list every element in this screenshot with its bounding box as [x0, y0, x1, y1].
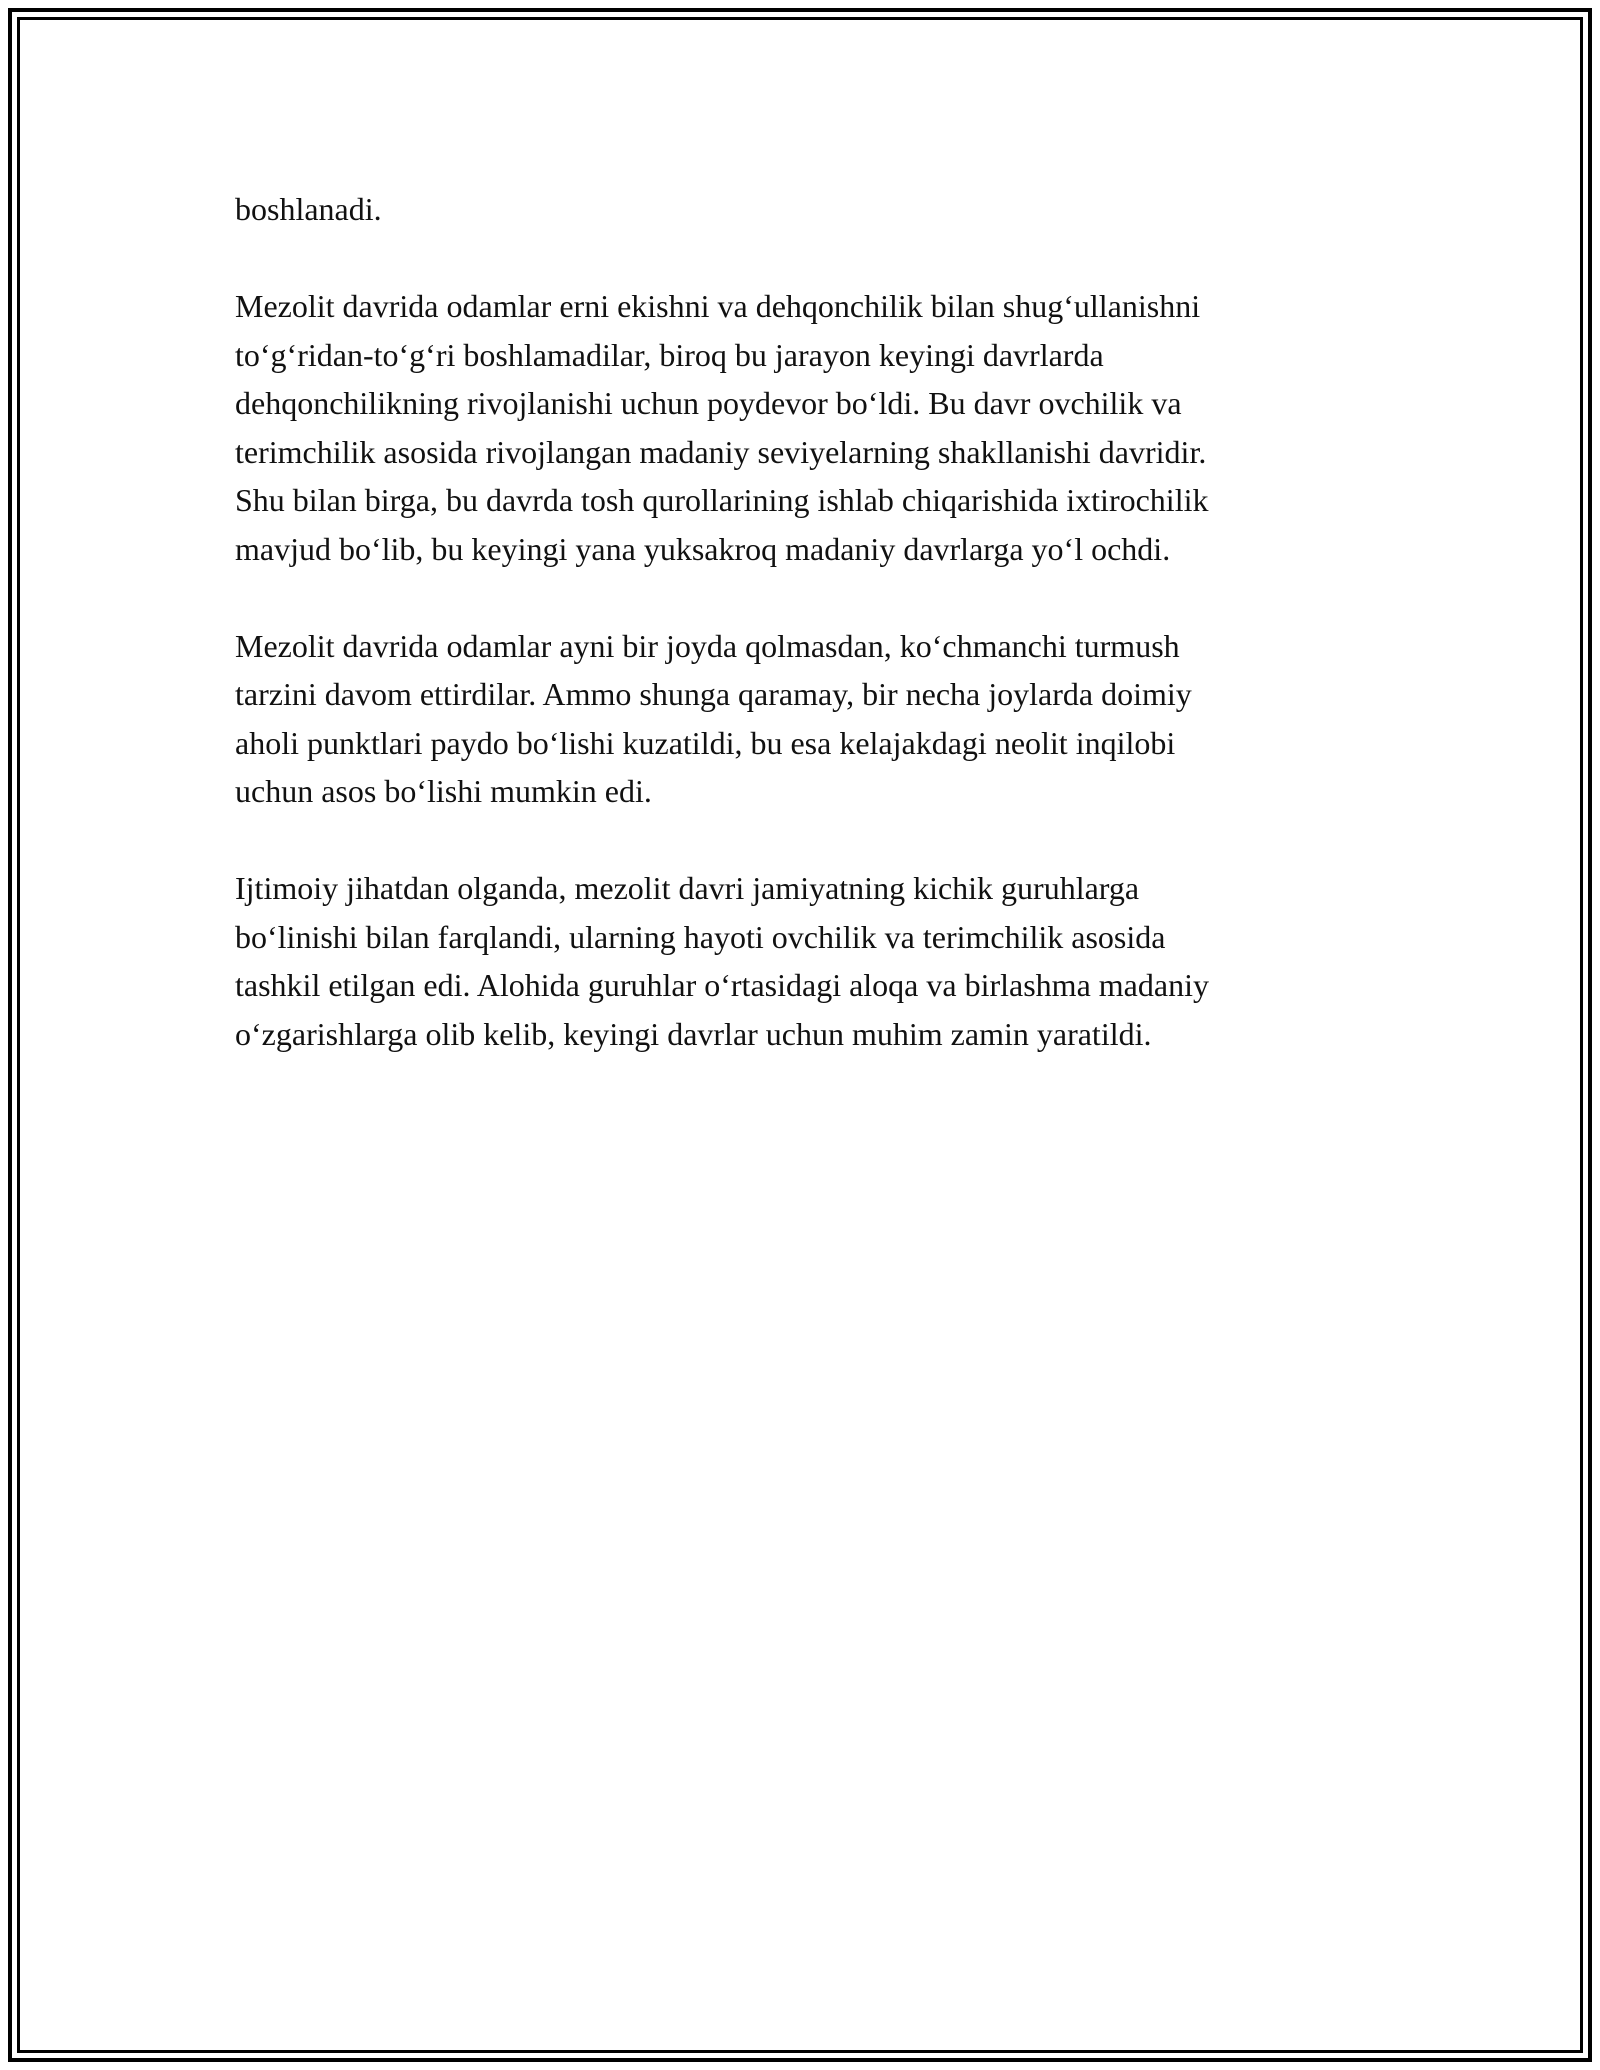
paragraph-line: dehqonchilikning rivojlanishi uchun poydevor boʻldi. Bu davr ovchilik va [235, 385, 1182, 421]
paragraph-line: Mezolit davrida odamlar erni ekishni va dehqonchilik bilan shugʻullanishni [235, 288, 1201, 324]
paragraph-line: Mezolit davrida odamlar ayni bir joyda qolmasdan, koʻchmanchi turmush [235, 627, 1180, 664]
paragraph-line: tarzini davom ettirdilar. Ammo shunga qaramay, bir necha joylarda doimiy [235, 676, 1192, 712]
paragraph-line: toʻgʻridan-toʻgʻri boshlamadilar, biroq bu jarayon keyingi davrlarda [235, 336, 1104, 373]
paragraph-line: uchun asos boʻlishi mumkin edi. [235, 773, 652, 809]
paragraph-3 [235, 622, 1375, 816]
paragraph-line: boʻlinishi bilan farqlandi, ularning hayoti ovchilik va terimchilik asosida [235, 918, 1166, 955]
paragraph-line: Shu bilan birga, bu davrda tosh qurollarining ishlab chiqarishida ixtirochilik [235, 482, 1209, 518]
paragraph-line: mavjud boʻlib, bu keyingi yana yuksakroq madaniy davrlarga yoʻl ochdi. [235, 530, 1171, 567]
paragraph-line: terimchilik asosida rivojlangan madaniy seviyelarning shakllanishi davridir. [235, 433, 1207, 470]
document-body [235, 185, 1375, 1107]
paragraph-1 [235, 185, 1375, 234]
paragraph-2 [235, 282, 1375, 573]
paragraph-line: Ijtimoiy jihatdan olganda, mezolit davri jamiyatning kichik guruhlarga [235, 870, 1140, 906]
paragraph-line: tashkil etilgan edi. Alohida guruhlar oʻrtasidagi aloqa va birlashma madaniy [235, 967, 1209, 1003]
paragraph-line: aholi punktlari paydo boʻlishi kuzatildi, bu esa kelajakdagi neolit inqilobi [235, 724, 1176, 761]
paragraph-4 [235, 864, 1375, 1058]
paragraph-line: boshlanadi. [235, 191, 382, 227]
paragraph-line: oʻzgarishlarga olib kelib, keyingi davrlar uchun muhim zamin yaratildi. [235, 1015, 1152, 1052]
